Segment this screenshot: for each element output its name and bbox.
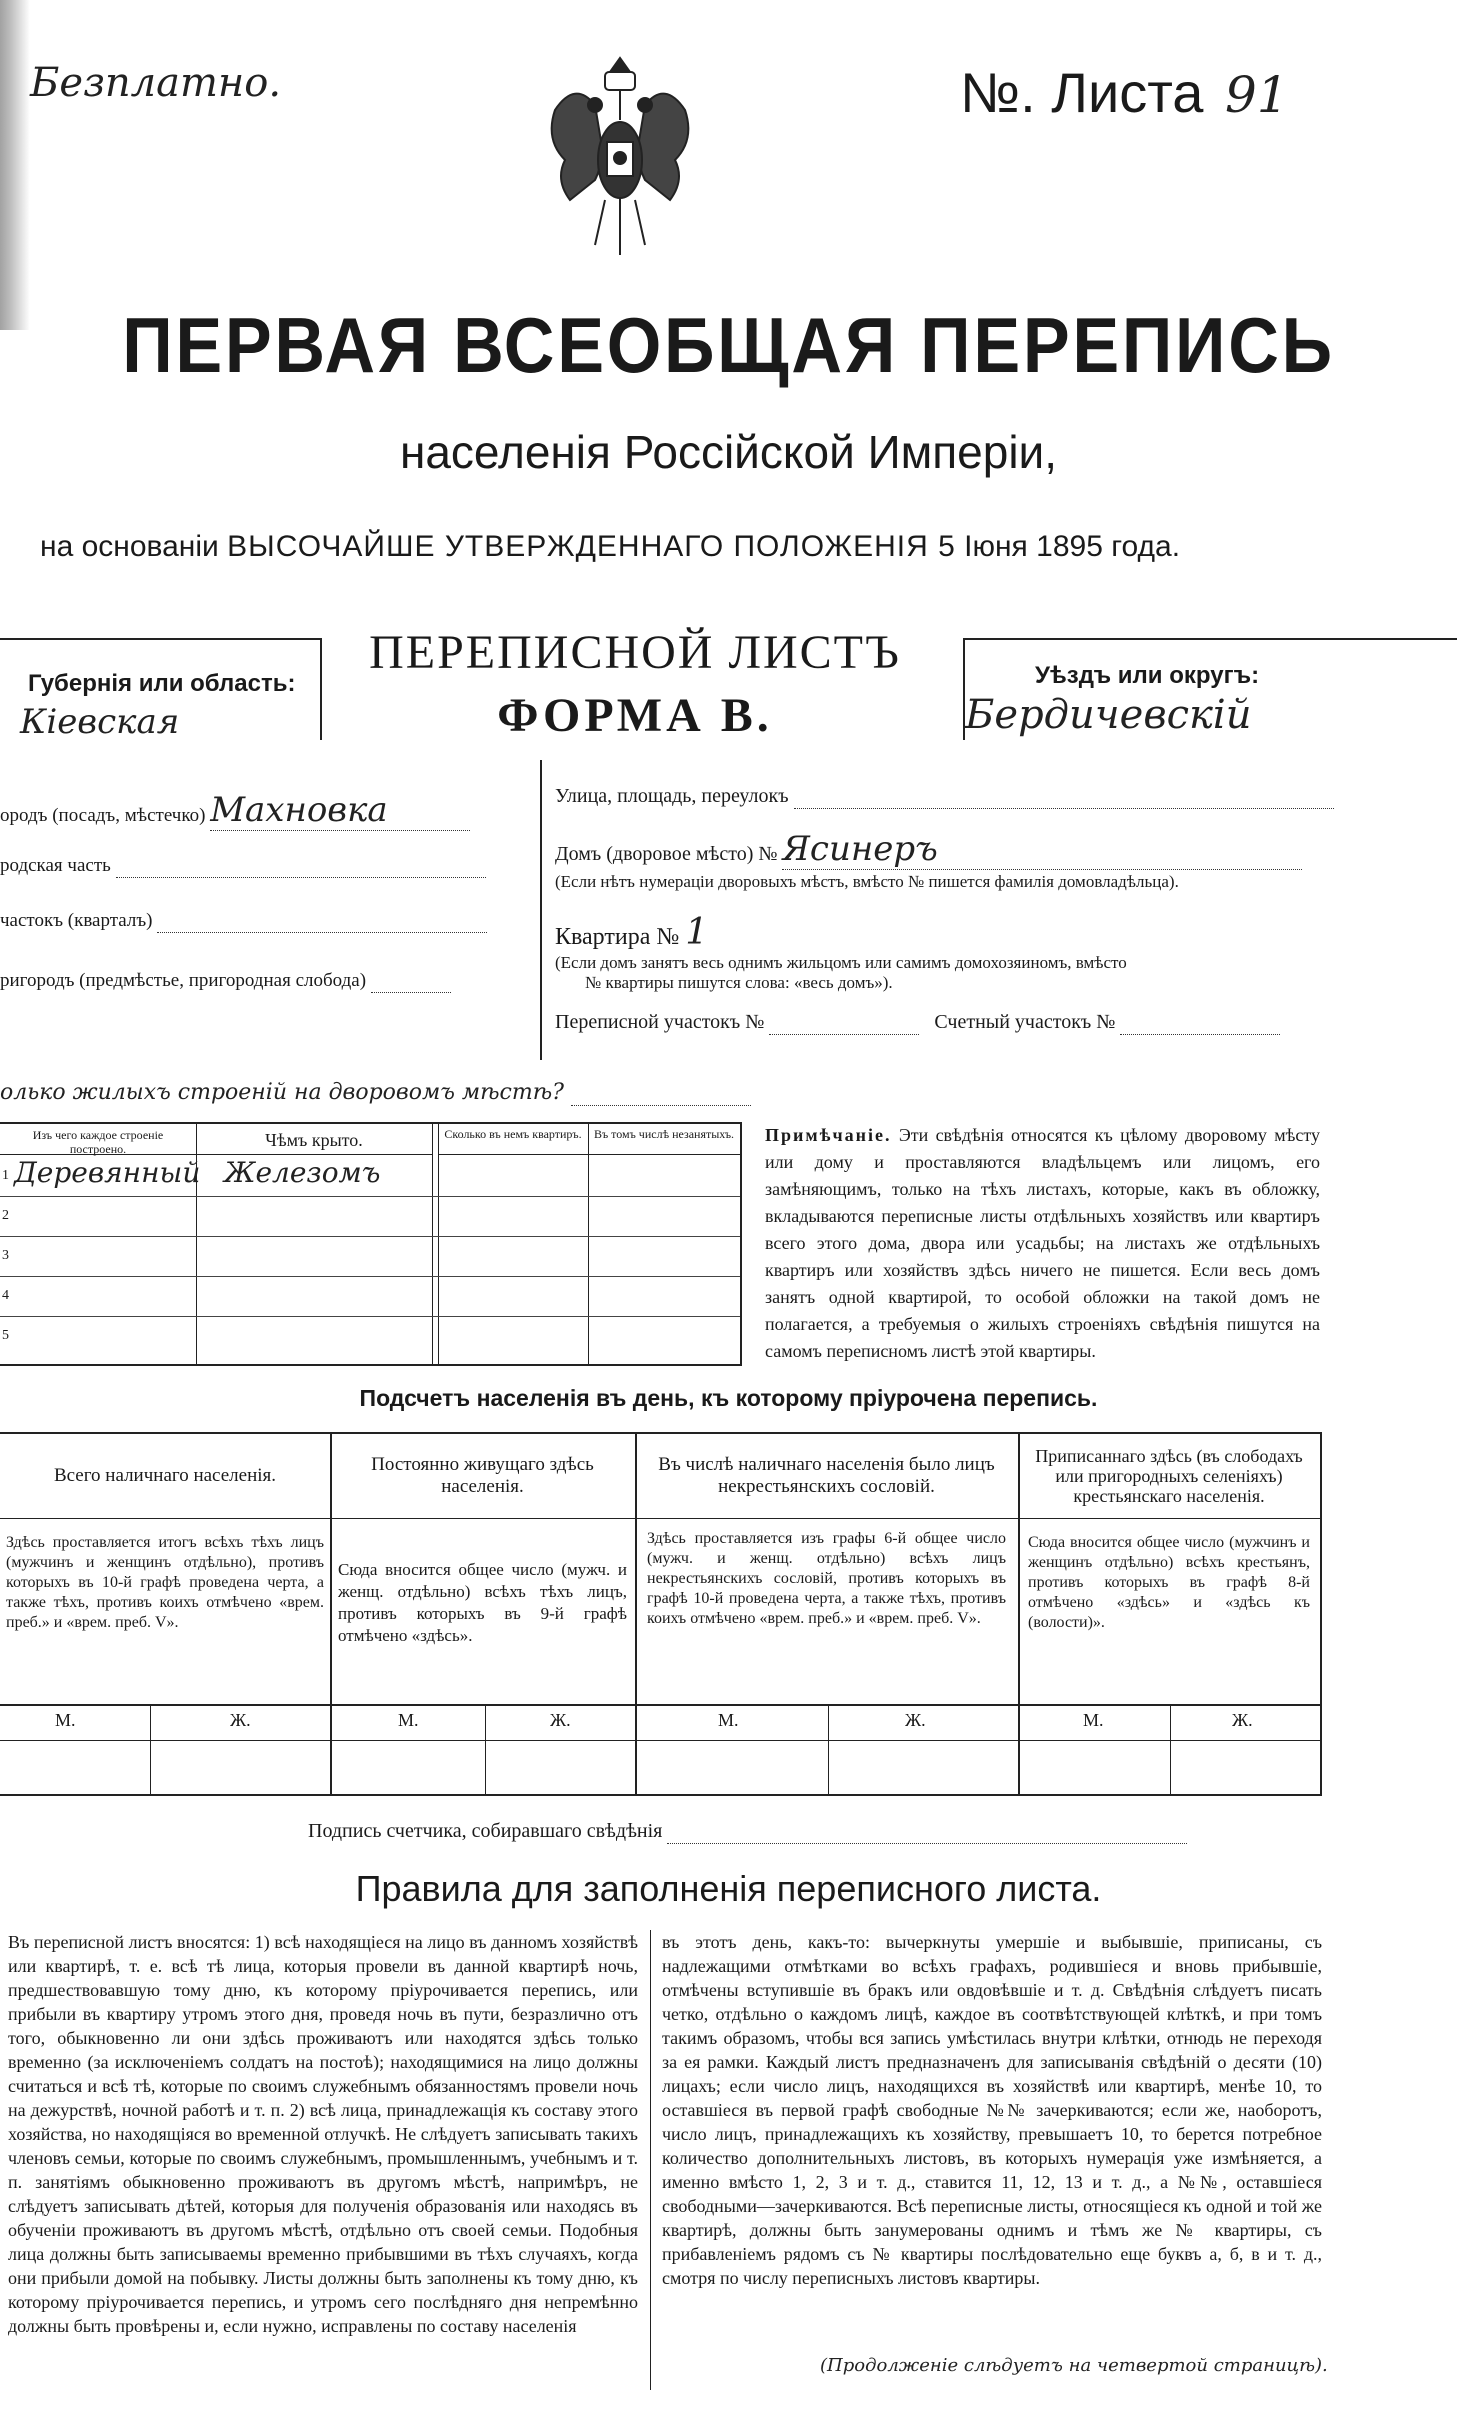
note-lead: Примѣчаніе. bbox=[765, 1125, 892, 1145]
row-line bbox=[0, 1276, 740, 1277]
row1-material-value[interactable]: Деревянный bbox=[14, 1156, 201, 1189]
tally-peasant-body: Сюда вносится общее число (мужчинъ и женщинъ отдѣльно) всѣхъ крестьянъ, противъ которыхъ въ графѣ 8-й отмѣчено «здѣсь» и «здѣсь къ (волости)». bbox=[1018, 1518, 1320, 1704]
census-row bbox=[555, 1011, 1435, 1035]
street-label: Улица, площадь, переулокъ bbox=[555, 785, 789, 807]
form-letter: ФОРМА В. bbox=[497, 689, 773, 742]
imperial-eagle-emblem bbox=[535, 50, 705, 265]
district-box bbox=[963, 638, 1457, 740]
tally-split bbox=[828, 1704, 829, 1794]
apartments-header: Сколько въ немъ квартиръ. bbox=[438, 1124, 588, 1155]
buildings-table bbox=[0, 1122, 742, 1366]
tally-table bbox=[0, 1432, 1322, 1796]
tally-split bbox=[485, 1704, 486, 1794]
count-area-label: Счетный участокъ № bbox=[934, 1011, 1116, 1033]
province-box bbox=[0, 638, 322, 740]
row-line bbox=[0, 1316, 740, 1317]
row-number: 5 bbox=[2, 1328, 9, 1343]
vacant-col bbox=[588, 1124, 740, 1364]
house-note: (Если нѣтъ нумераціи дворовыхъ мѣстъ, вмѣсто № пишется фамилія домовладѣльца). bbox=[555, 872, 1179, 891]
apartments-col bbox=[438, 1124, 589, 1364]
tally-nonpeasant-head: Въ числѣ наличнаго населенія было лицъ некрестьянскихъ сословій. bbox=[658, 1454, 995, 1497]
district-label: Уѣздъ или округъ: bbox=[1035, 662, 1260, 689]
scan-edge-shadow bbox=[0, 0, 30, 330]
note-block bbox=[765, 1122, 1320, 1365]
city-part-row bbox=[0, 855, 486, 878]
tally-female-label: Ж. bbox=[1232, 1710, 1253, 1730]
row-line bbox=[0, 1236, 740, 1237]
tally-mf-row bbox=[0, 1704, 1320, 1741]
tally-total-body: Здѣсь проставляется итогъ всѣхъ тѣхъ лицъ (мужчинъ и женщинъ отдѣльно), противъ которыхъ въ 10-й графѣ проведена черта, а также тѣхъ, противъ коихъ отмѣчено «врем. преб.» и «врем. преб. V». bbox=[0, 1518, 330, 1704]
tally-male-label: М. bbox=[718, 1710, 739, 1730]
tally-permanent-body: Сюда вносится общее число (мужч. и женщ. отдѣльно) всѣхъ тѣхъ лицъ, противъ которыхъ въ 9-й графѣ отмѣчено «здѣсь». bbox=[330, 1518, 635, 1704]
row-number: 3 bbox=[2, 1248, 9, 1263]
apartment-value[interactable]: 1 bbox=[685, 912, 709, 953]
rules-divider bbox=[650, 1930, 651, 2390]
vacant-header: Въ томъ числѣ незанятыхъ. bbox=[588, 1124, 740, 1155]
sheet-title-block bbox=[340, 625, 930, 743]
signature-label: Подпись счетчика, собиравшаго свѣдѣнія bbox=[308, 1820, 663, 1842]
row-number: 4 bbox=[2, 1288, 9, 1303]
address-left-panel bbox=[0, 760, 542, 1060]
apartment-note-2: № квартиры пишутся слова: «весь домъ»). bbox=[585, 973, 893, 992]
tally-nonpeasant-body: Здѣсь проставляется изъ графы 6-й общее число (мужч. и женщ. отдѣльно) всѣхъ лицъ некрестьянскихъ сословій, противъ которыхъ въ графѣ 10-й проведена черта, а также тѣхъ, противъ коихъ отмѣчено «врем. преб.» и «врем. преб. V». bbox=[635, 1518, 1018, 1704]
apartment-row bbox=[555, 912, 1435, 953]
suburb-field[interactable] bbox=[371, 970, 451, 993]
basis-suffix: Іюня 1895 года. bbox=[964, 530, 1181, 563]
buildings-answer-field[interactable] bbox=[571, 1080, 751, 1106]
address-right-panel bbox=[555, 785, 1435, 1035]
suburb-row bbox=[0, 970, 451, 993]
section-field[interactable] bbox=[157, 910, 487, 933]
house-row bbox=[555, 829, 1435, 870]
sheet-title: ПЕРЕПИСНОЙ ЛИСТЪ bbox=[369, 626, 901, 679]
roof-header: Чѣмъ крыто. bbox=[196, 1124, 432, 1155]
count-area-field[interactable] bbox=[1120, 1011, 1280, 1035]
rules-left-column: Въ переписной листъ вносятся: 1) всѣ находящіеся на лицо въ данномъ хозяйствѣ или квартирѣ, т. е. всѣ тѣ лица, которыя провели въ данной квартирѣ ночь, предшествовавшую тому дню, къ которому пріурочивается перепись, или прибыли въ квартиру утромъ этого дня, проведя ночь въ пути, безразлично отъ того, обыкновенно ли они здѣсь проживаютъ или находятся здѣсь только временно (за исключеніемъ солдатъ на постоѣ); находящимися на лицо должны считаться и всѣ тѣ, которые по своимъ служебнымъ обязанностямъ провели ночь на дежурствѣ, ночной работѣ и т. п. 2) всѣ лица, принадлежащія къ составу этого хозяйства, но находящіяся во временной отлучкѣ. Не слѣдуетъ записывать такихъ членовъ семьи, которые по своимъ служебнымъ, промышленнымъ, учебнымъ и т. п. занятіямъ обыкновенно проживаютъ въ другомъ мѣстѣ, напримѣръ, не слѣдуетъ записывать дѣтей, которыя для полученія образованія или находясь въ обученіи проживаютъ въ другомъ мѣстѣ, отдѣльно отъ своей семьи. Подобныя лица должны быть записываемы временно прибывшими въ тѣхъ случаяхъ, когда они прибыли домой на побывку. Листы должны быть заполнены къ тому дню, къ которому пріурочивается перепись, и утромъ сего послѣдняго дня непремѣнно должны быть провѣрены и, если нужно, исправлены по составу населенія bbox=[8, 1932, 638, 2336]
tally-male-label: М. bbox=[55, 1710, 76, 1730]
tally-title: Подсчетъ населенія въ день, къ которому пріурочена перепись. bbox=[359, 1385, 1098, 1411]
tally-female-label: Ж. bbox=[550, 1710, 571, 1730]
basis-line bbox=[40, 530, 1180, 564]
census-area-field[interactable] bbox=[769, 1011, 919, 1035]
tally-split bbox=[1170, 1704, 1171, 1794]
main-subtitle: населенія Россійской Имперіи, bbox=[399, 426, 1058, 478]
buildings-question bbox=[0, 1080, 751, 1106]
town-label: ородъ (посадъ, мѣстечко) bbox=[0, 805, 206, 826]
apartment-note-1: (Если домъ занятъ весь однимъ жильцомъ или самимъ домохозяиномъ, вмѣсто bbox=[555, 953, 1127, 972]
city-part-field[interactable] bbox=[116, 855, 486, 878]
sheet-number-label bbox=[960, 60, 1289, 125]
sheet-number-value: 91 bbox=[1224, 66, 1289, 124]
tally-male-label: М. bbox=[1083, 1710, 1104, 1730]
apartment-label: Квартира № bbox=[555, 924, 680, 950]
province-value: Кіевская bbox=[20, 702, 180, 742]
town-value[interactable]: Махновка bbox=[210, 790, 470, 831]
street-field[interactable] bbox=[794, 785, 1334, 809]
district-value: Бердичевскій bbox=[965, 692, 1252, 738]
material-header: Изъ чего каждое строеніе построено. bbox=[0, 1124, 196, 1155]
tally-female-label: Ж. bbox=[230, 1710, 251, 1730]
suburb-label: ригородъ (предмѣстье, пригородная слобода) bbox=[0, 970, 367, 991]
house-value[interactable]: Ясинеръ bbox=[782, 829, 1302, 870]
continued-note: (Продолженіе слѣдуетъ на четвертой страницѣ). bbox=[820, 2355, 1328, 2376]
basis-prefix: на основаніи bbox=[40, 530, 219, 563]
row-line bbox=[0, 1196, 740, 1197]
province-label: Губернія или область: bbox=[28, 670, 296, 697]
signature-row bbox=[308, 1820, 1187, 1844]
tally-total-head: Всего наличнаго населенія. bbox=[53, 1465, 277, 1486]
rules-right-column: въ этотъ день, какъ-то: вычеркнуты умершіе и выбывшіе, приписаны, съ надлежащими отмѣтками во всѣхъ графахъ, родившіеся и вновь прибывшіе, отмѣчены вступившіе въ бракъ или овдовѣвшіе и т. д. Свѣдѣнія слѣдуетъ писать четко, отдѣльно о каждомъ лицѣ, каждое въ соотвѣтствующей клѣткѣ, и при томъ такимъ образомъ, чтобы вся запись умѣстилась внутри клѣтки, отнюдь не переходя за ея рамки. Каждый листъ предназначенъ для записыванія свѣдѣній о десяти (10) лицахъ; если число лицъ, находящихся въ хозяйствѣ или квартирѣ, менѣе 10, то оставшіеся въ первой графѣ свободные №№ зачеркиваются; если же, наоборотъ, число лицъ, принадлежащихъ къ хозяйству, превышаетъ 10, то берется потребное количество дополнительныхъ листовъ, въ которыхъ нумерація уже измѣняется, а именно вмѣсто 1, 2, 3 и т. д., ставится 11, 12, 13 и т. д., а №№, оставшіеся свободными—зачеркиваются. Всѣ переписные листы, относящіеся къ одной и той же квартирѣ, должны быть занумерованы однимъ и тѣмъ же № квартиры, съ прибавленіемъ рядомъ съ № квартиры послѣдовательно еще буквъ а, б, в и т. д., смотря по числу переписныхъ листовъ квартиры. bbox=[662, 1932, 1322, 2288]
free-label: Безплатно. bbox=[30, 60, 282, 106]
tally-permanent-head: Постоянно живущаго здѣсь населенія. bbox=[371, 1454, 594, 1497]
tally-peasant-head: Приписаннаго здѣсь (въ слободахъ или пригородныхъ селеніяхъ) крестьянскаго населенія. bbox=[1035, 1446, 1303, 1506]
city-part-label: родская часть bbox=[0, 855, 111, 876]
row-number: 2 bbox=[2, 1208, 9, 1223]
house-label: Домъ (дворовое мѣсто) № bbox=[555, 843, 778, 865]
signature-field[interactable] bbox=[667, 1820, 1187, 1844]
rules-title: Правила для заполненія переписного листа. bbox=[355, 1868, 1102, 1909]
town-row bbox=[0, 790, 470, 831]
street-row bbox=[555, 785, 1435, 809]
tally-split bbox=[150, 1704, 151, 1794]
census-area-label: Переписной участокъ № bbox=[555, 1011, 765, 1033]
sheet-label-text: №. Листа bbox=[960, 61, 1204, 124]
basis-caps: ВЫСОЧАЙШЕ УТВЕРЖДЕННАГО ПОЛОЖЕНІЯ 5 bbox=[227, 530, 956, 563]
section-label: частокъ (кварталъ) bbox=[0, 910, 153, 931]
row1-roof-value[interactable]: Железомъ bbox=[224, 1156, 381, 1189]
note-text: Эти свѣдѣнія относятся къ цѣлому дворовому мѣсту или дому и проставляются владѣльцемъ или лицомъ, его замѣняющимъ, только на тѣхъ листахъ, которые, какъ въ обложку, вкладываются переписные листы отдѣльныхъ хозяйствъ или квартиръ всего этого дома, двора или усадьбы; на листахъ же отдѣльныхъ квартиръ или хозяйствъ здѣсь ничего не пишется. Если весь домъ занятъ одной квартирой, то особой обложки на такой домъ не полагается, а требуемыя о жилыхъ строеніяхъ свѣдѣнія пишутся на самомъ переписномъ листѣ этой квартиры. bbox=[765, 1125, 1320, 1361]
row-number: 1 bbox=[2, 1168, 9, 1183]
section-row bbox=[0, 910, 487, 933]
tally-male-label: М. bbox=[398, 1710, 419, 1730]
main-title: ПЕРВАЯ ВСЕОБЩАЯ ПЕРЕПИСЬ bbox=[122, 301, 1335, 389]
tally-female-label: Ж. bbox=[905, 1710, 926, 1730]
buildings-question-text: олько жилыхъ строеній на дворовомъ мѣстѣ? bbox=[0, 1080, 564, 1105]
